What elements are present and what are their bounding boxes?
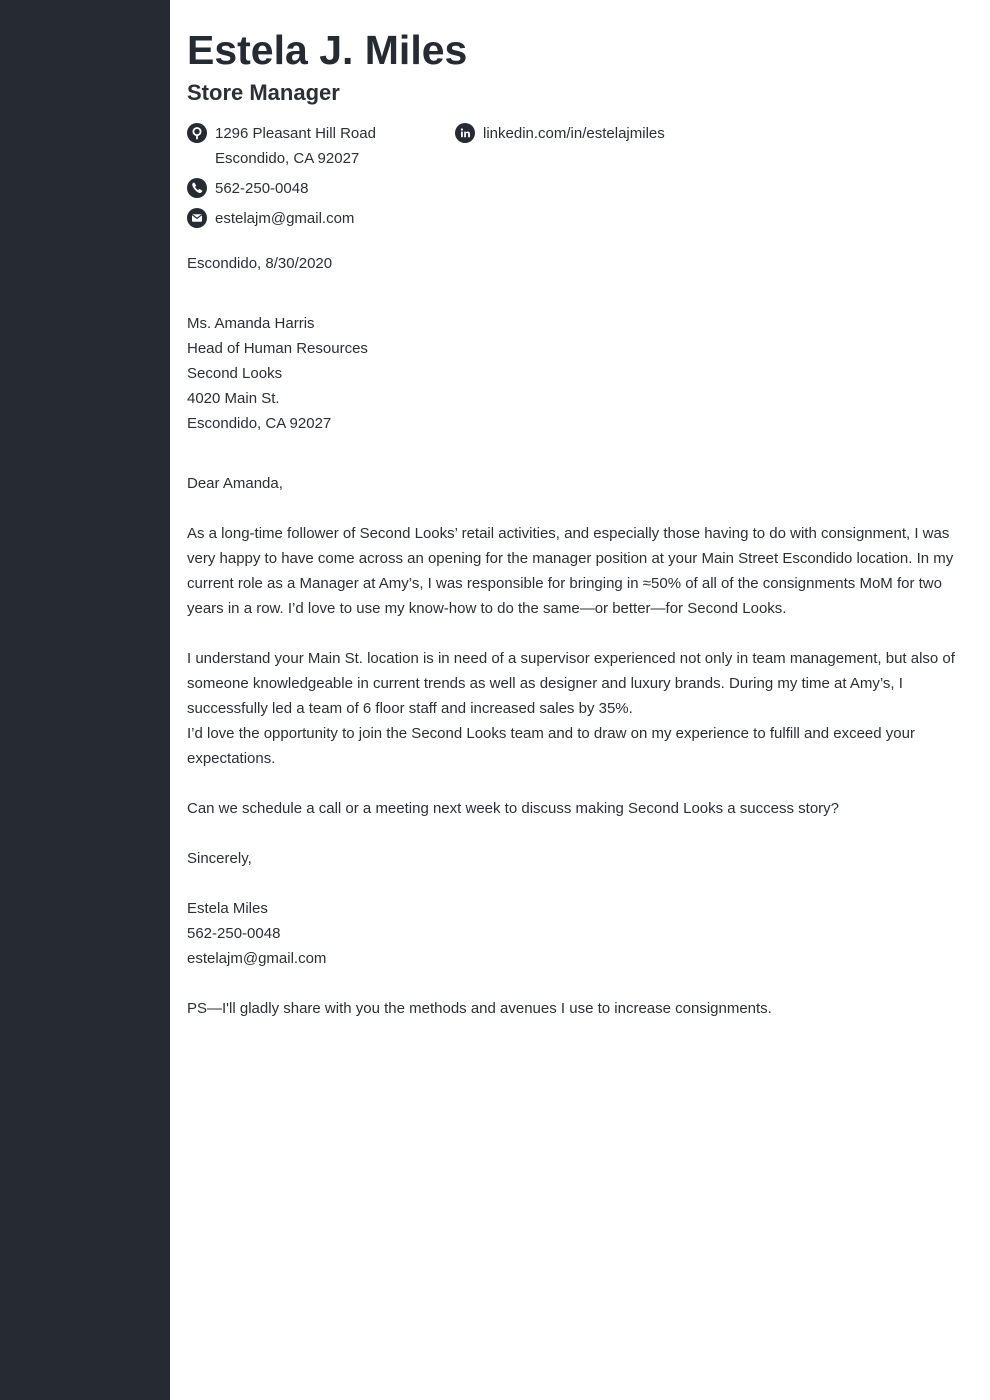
address-line-1: 1296 Pleasant Hill Road bbox=[215, 125, 376, 142]
contact-linkedin bbox=[455, 121, 755, 146]
paragraph-1: As a long-time follower of Second Looks’ retail activities, and especially those having to do with consignment, I was very happy to have come across an opening for the manager position at your Main Street Escondido location. In my current role as a Manager at Amy’s, I was responsible for bringing in ≈50% of all of the consignments MoM for two years in a row. I’d love to use my know-how to do the same—or better—for Second Looks. bbox=[187, 525, 954, 617]
letter-body bbox=[187, 521, 962, 1021]
applicant-name: Estela J. Miles bbox=[187, 27, 468, 73]
closing: Sincerely, bbox=[187, 850, 252, 867]
recipient-name: Ms. Amanda Harris bbox=[187, 315, 315, 332]
paragraph-2: I understand your Main St. location is in need of a supervisor experienced not only in team management, but also of someone knowledgeable in current trends as well as designer and luxury brands. During my time at Amy’s, I successfully led a team of 6 floor staff and increased sales by 35%. bbox=[187, 650, 955, 717]
address-line-2: Escondido, CA 92027 bbox=[215, 150, 360, 167]
contact-phone bbox=[187, 176, 447, 201]
greeting bbox=[187, 471, 962, 496]
phone-number: 562-250-0048 bbox=[215, 180, 309, 197]
email-address: estelajm@gmail.com bbox=[215, 210, 355, 227]
linkedin-url: linkedin.com/in/estelajmiles bbox=[483, 125, 665, 142]
job-title: Store Manager bbox=[187, 80, 340, 105]
recipient-title: Head of Human Resources bbox=[187, 340, 368, 357]
paragraph-4: Can we schedule a call or a meeting next week to discuss making Second Looks a success story? bbox=[187, 800, 840, 817]
contact-address bbox=[187, 121, 447, 171]
linkedin-icon bbox=[455, 123, 475, 143]
greeting-line: Dear Amanda, bbox=[187, 475, 283, 492]
recipient-company: Second Looks bbox=[187, 365, 283, 382]
email-icon bbox=[187, 208, 207, 228]
contact-email bbox=[187, 206, 447, 231]
sidebar bbox=[0, 0, 170, 1400]
signature-email: estelajm@gmail.com bbox=[187, 950, 327, 967]
letter-date bbox=[187, 251, 962, 276]
location-icon bbox=[187, 123, 207, 143]
paragraph-3: I’d love the opportunity to join the Second Looks team and to draw on my experience to fulfill and exceed your expectations. bbox=[187, 725, 915, 767]
date-line: Escondido, 8/30/2020 bbox=[187, 255, 333, 272]
signature-name: Estela Miles bbox=[187, 900, 268, 917]
phone-icon bbox=[187, 178, 207, 198]
recipient-city: Escondido, CA 92027 bbox=[187, 415, 332, 432]
recipient-street: 4020 Main St. bbox=[187, 390, 280, 407]
signature-phone: 562-250-0048 bbox=[187, 925, 281, 942]
postscript: PS—I'll gladly share with you the methods and avenues I use to increase consignments. bbox=[187, 1000, 772, 1017]
recipient-block bbox=[187, 311, 962, 436]
